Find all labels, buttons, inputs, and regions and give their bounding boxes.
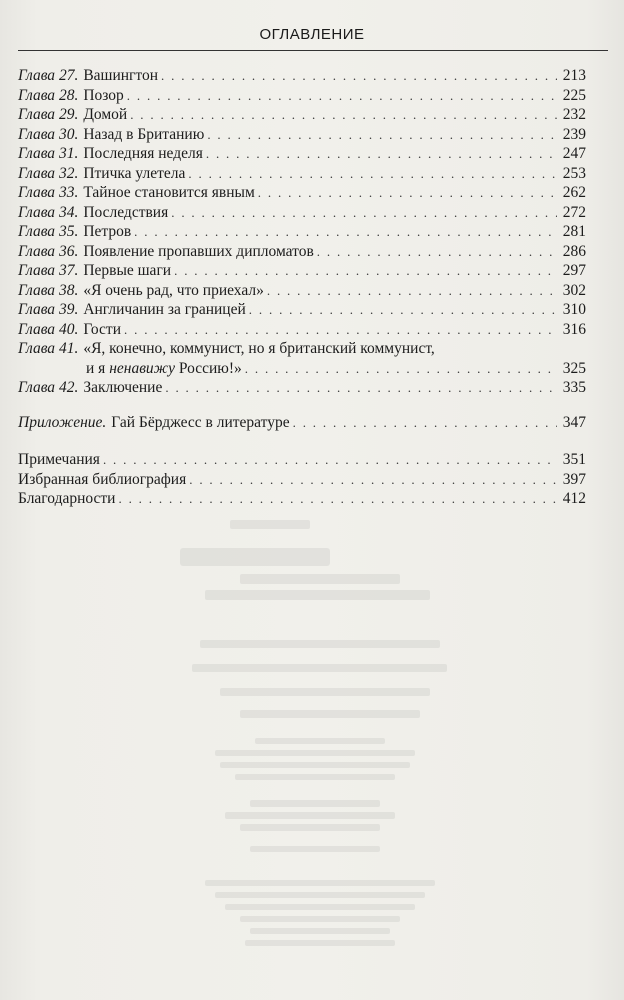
chapter-label: Глава 28.: [18, 86, 79, 104]
chapter-title: Домой: [83, 106, 128, 123]
page-number: 351: [562, 451, 586, 468]
chapter-title: Гости: [83, 320, 121, 338]
page-number: 239: [562, 125, 586, 143]
chapter-label: Глава 31.: [18, 145, 79, 162]
chapter-label: Глава 41.: [18, 340, 79, 357]
chapter-label: Глава 29.: [18, 106, 79, 123]
chapter-title: Вашингтон: [83, 67, 159, 84]
page-number: 335: [562, 379, 586, 396]
back-matter-title: Примечания: [18, 451, 100, 468]
chapter-title: Позор: [83, 86, 124, 104]
chapter-title: Тайное становится явным: [83, 184, 255, 201]
chapter-label: Глава 37.: [18, 262, 79, 279]
page-number: 272: [562, 203, 586, 221]
page-number: 297: [562, 262, 586, 279]
chapter-title: Назад в Британию: [83, 125, 205, 143]
chapter-label: Глава 34.: [18, 203, 79, 221]
chapter-title: «Я очень рад, что приехал»: [83, 281, 264, 299]
page-number: 397: [562, 470, 586, 488]
chapter-label: Глава 36.: [18, 242, 79, 260]
page-number: 316: [562, 320, 586, 338]
appendix-label: Приложение.: [18, 413, 107, 431]
back-matter-title: Благодарности: [18, 490, 116, 507]
running-head: ОГЛАВЛЕНИЕ: [259, 26, 365, 43]
chapter-title: Англичанин за границей: [83, 301, 246, 318]
page-number: 347: [562, 413, 586, 431]
chapter-label: Глава 33.: [18, 184, 79, 201]
page-number: 412: [562, 490, 586, 507]
page-number: 325: [562, 359, 586, 377]
chapter-label: Глава 39.: [18, 301, 79, 318]
appendix-title: Гай Бёрджесс в литературе: [111, 413, 290, 431]
chapter-title-line-1: «Я, конечно, коммунист, но я британский коммунист,: [83, 340, 435, 357]
chapter-label: Глава 27.: [18, 67, 79, 84]
page-number: 253: [562, 164, 586, 182]
chapter-title-line-2: и я ненавижу Россию!»: [86, 359, 242, 377]
back-matter-title: Избранная библиография: [18, 470, 187, 488]
chapter-title: Последствия: [83, 203, 169, 221]
page-number: 281: [562, 223, 586, 240]
page-number: 302: [562, 281, 586, 299]
chapter-title: Петров: [83, 223, 132, 240]
chapter-title: Заключение: [83, 379, 163, 396]
chapter-label: Глава 30.: [18, 125, 79, 143]
page-number: 232: [562, 106, 586, 123]
chapter-label: Глава 38.: [18, 281, 79, 299]
chapter-label: Глава 35.: [18, 223, 79, 240]
page-number: 225: [562, 86, 586, 104]
page-number: 310: [562, 301, 586, 318]
chapter-label: Глава 42.: [18, 379, 79, 396]
chapter-title: Первые шаги: [83, 262, 172, 279]
chapter-label: Глава 40.: [18, 320, 79, 338]
chapter-label: Глава 32.: [18, 164, 79, 182]
page-number: 247: [562, 145, 586, 162]
page-number: 213: [562, 67, 586, 84]
page-number: 262: [562, 184, 586, 201]
chapter-title: Птичка улетела: [83, 164, 186, 182]
chapter-title: Появление пропавших дипломатов: [83, 242, 314, 260]
chapter-title: Последняя неделя: [83, 145, 203, 162]
page-number: 286: [562, 242, 586, 260]
